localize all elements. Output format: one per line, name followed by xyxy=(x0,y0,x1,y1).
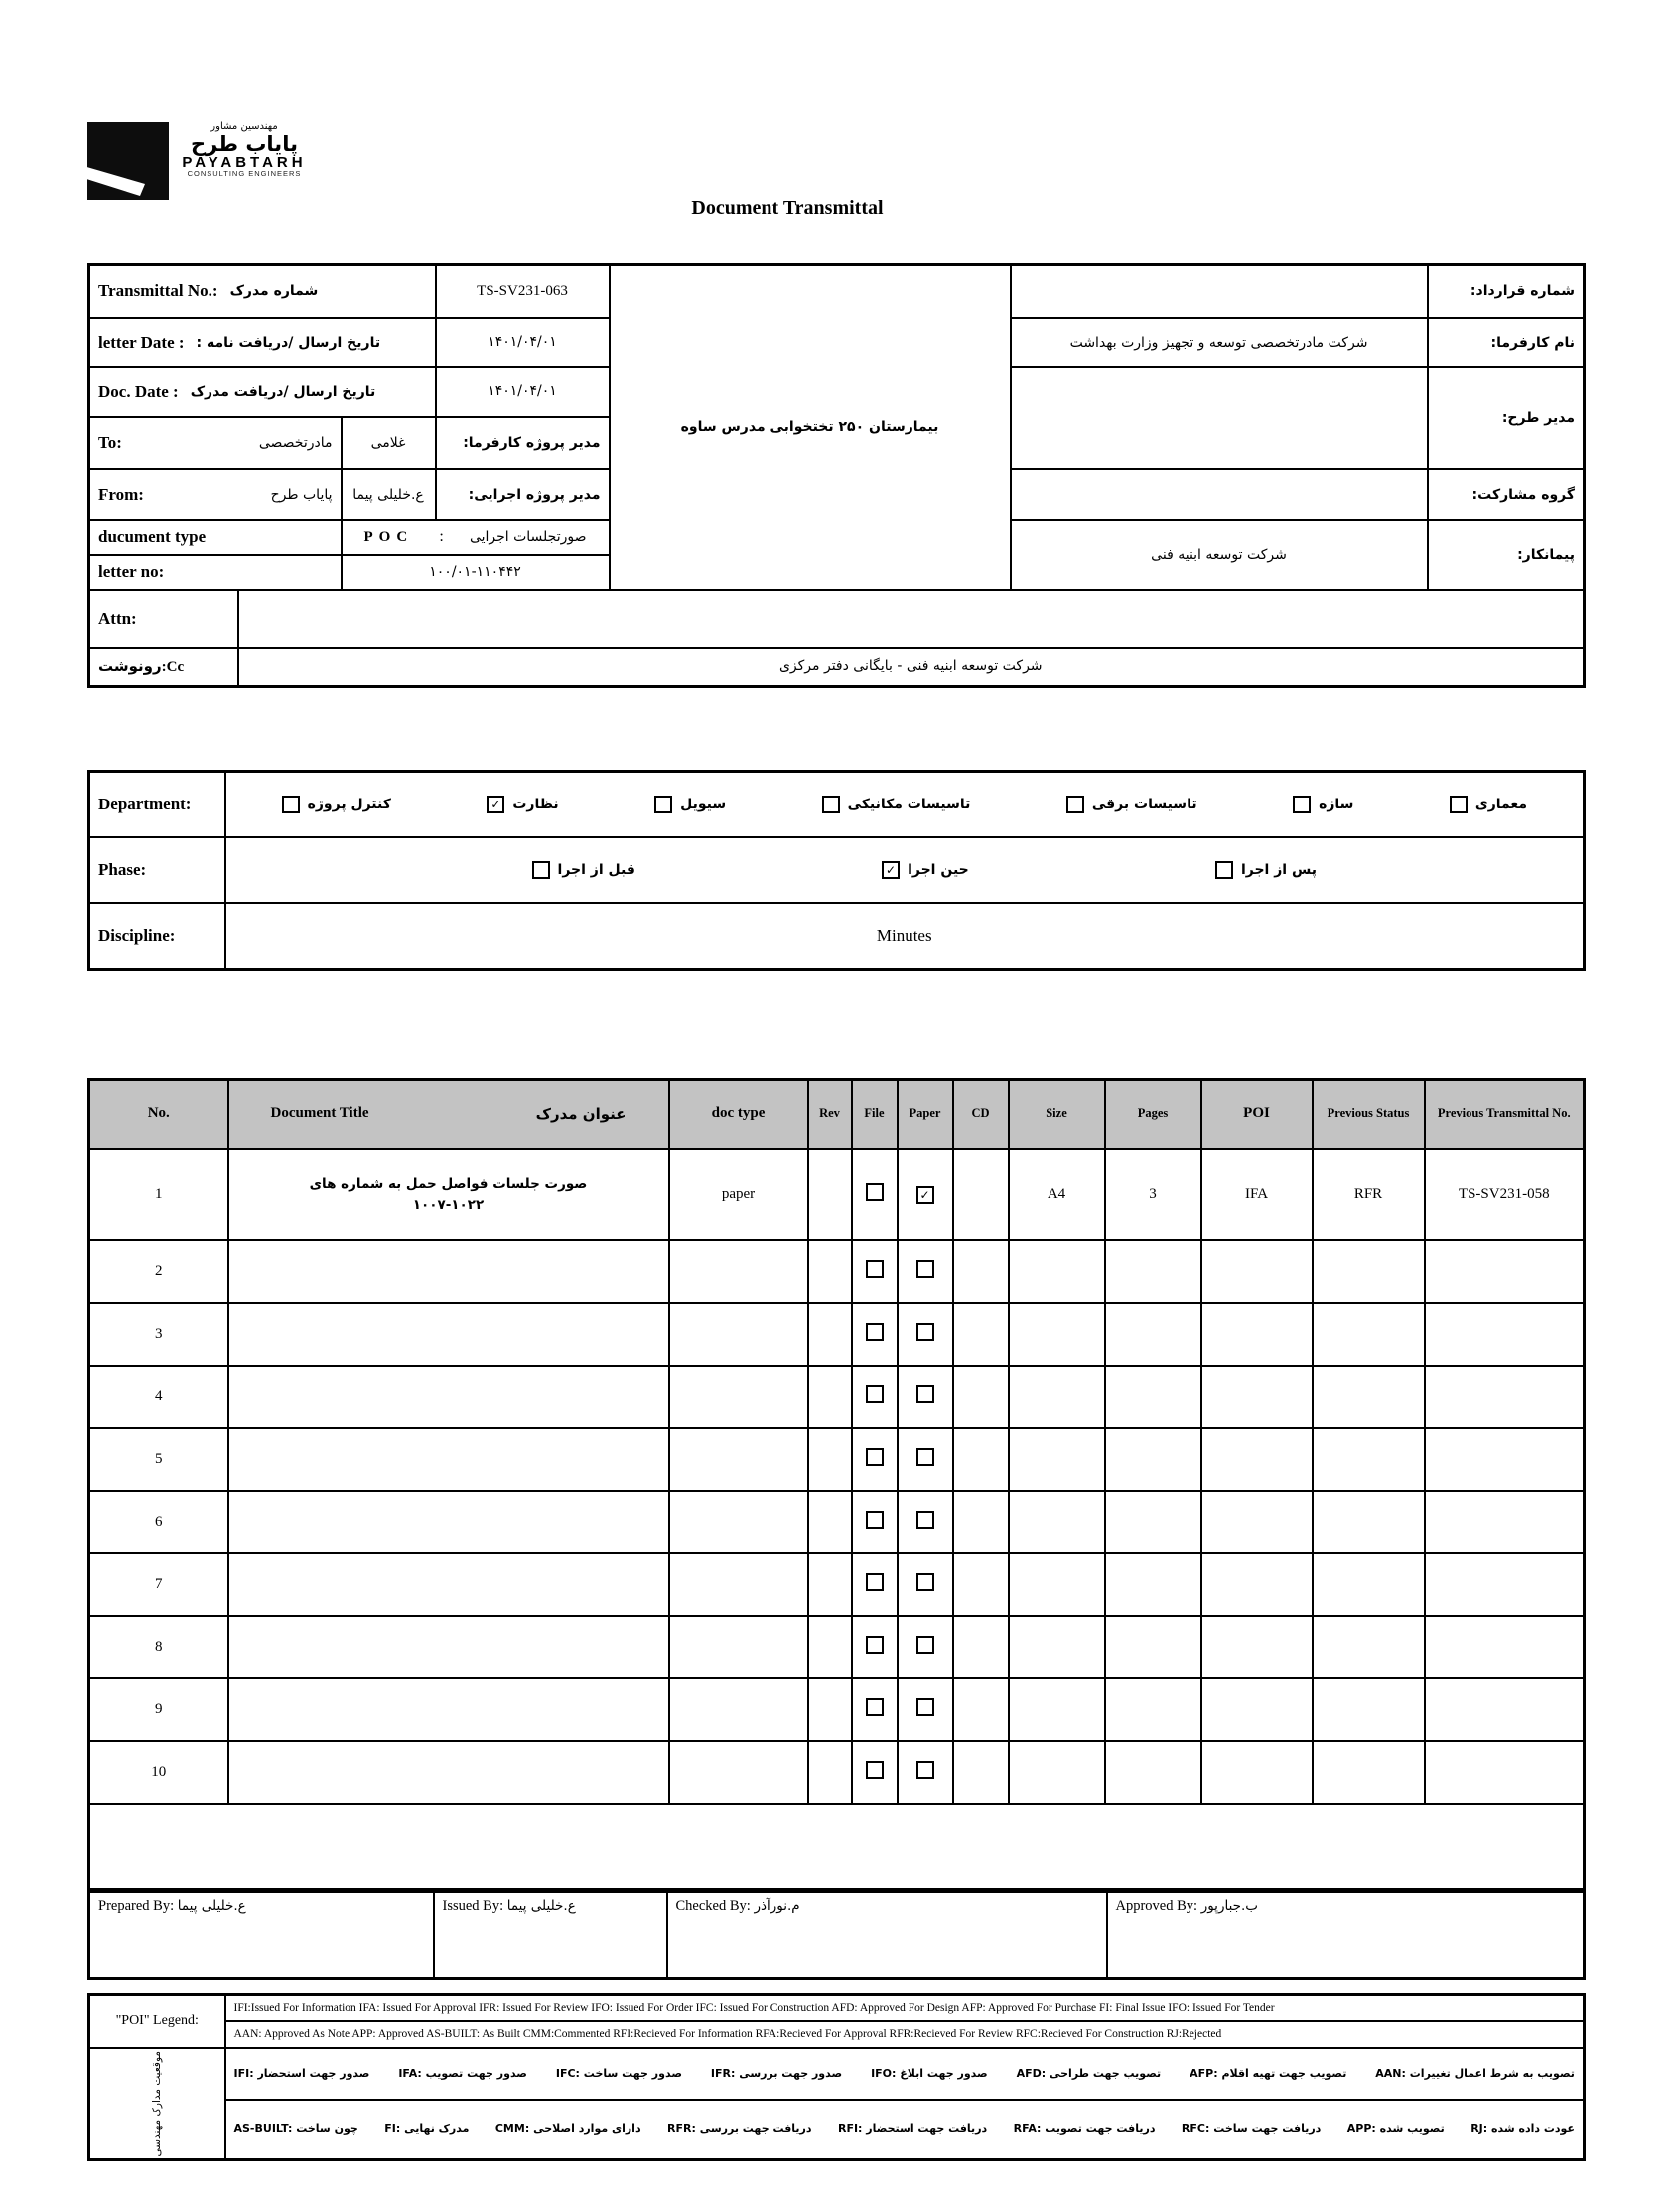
table-row xyxy=(89,1303,1585,1366)
cell-rev xyxy=(808,1428,852,1491)
cell-previous-status xyxy=(1313,1366,1425,1428)
table-row xyxy=(89,1366,1585,1428)
header-file: File xyxy=(852,1080,898,1149)
cell-rev xyxy=(808,1240,852,1303)
header-paper: Paper xyxy=(898,1080,953,1149)
cell-poi xyxy=(1201,1303,1313,1366)
letter-no-label: letter no: xyxy=(98,562,165,581)
client-name-label: نام کارفرما: xyxy=(1490,334,1576,351)
letter-date-value: ۱۴۰۱/۰۴/۰۱ xyxy=(436,318,610,367)
header-size: Size xyxy=(1009,1080,1105,1149)
cell-doc-type xyxy=(669,1616,808,1678)
from-organization: پایاب طرح xyxy=(270,486,333,503)
cell-size xyxy=(1009,1553,1105,1616)
from-person: ع.خلیلی پیما xyxy=(352,486,424,503)
discipline-label: Discipline: xyxy=(98,926,176,946)
cell-doc-type xyxy=(669,1303,808,1366)
header-pages: Pages xyxy=(1105,1080,1201,1149)
cell-doc-type xyxy=(669,1741,808,1804)
to-row xyxy=(98,433,333,453)
transmittal-no-value: TS-SV231-063 xyxy=(436,265,610,318)
cell-previous-transmittal: TS-SV231-058 xyxy=(1425,1149,1585,1240)
cell-previous-status xyxy=(1313,1616,1425,1678)
cell-previous-status xyxy=(1313,1553,1425,1616)
cell-cd xyxy=(953,1303,1009,1366)
poi-legend-table xyxy=(87,1993,1586,2161)
checkbox-unchecked[interactable] xyxy=(866,1761,884,1779)
department-option xyxy=(822,796,971,813)
issued-by-name: ع.خلیلی پیما xyxy=(506,1898,576,1914)
legend-fa-line1 xyxy=(234,2067,1576,2080)
checkbox-unchecked[interactable] xyxy=(916,1385,934,1403)
cell-no: 2 xyxy=(89,1240,228,1303)
cell-previous-transmittal xyxy=(1425,1741,1585,1804)
cell-rev xyxy=(808,1366,852,1428)
cell-no: 10 xyxy=(89,1741,228,1804)
cell-poi xyxy=(1201,1428,1313,1491)
header-poi: POI xyxy=(1201,1080,1313,1149)
legend-item: RJ: عودت داده شده xyxy=(1470,2122,1575,2136)
cell-poi xyxy=(1201,1741,1313,1804)
cell-title xyxy=(228,1678,669,1741)
cell-title xyxy=(228,1741,669,1804)
cell-paper xyxy=(898,1678,953,1741)
cell-pages xyxy=(1105,1491,1201,1553)
cell-doc-type: paper xyxy=(669,1149,808,1240)
cell-file xyxy=(852,1366,898,1428)
cell-title xyxy=(228,1149,669,1240)
to-person: غلامی xyxy=(370,434,406,451)
cell-file xyxy=(852,1428,898,1491)
from-row xyxy=(98,485,333,505)
cell-poi xyxy=(1201,1491,1313,1553)
cell-doc-type xyxy=(669,1678,808,1741)
table-row xyxy=(89,1240,1585,1303)
cell-cd xyxy=(953,1240,1009,1303)
cell-cd xyxy=(953,1149,1009,1240)
department-option-label: نظارت xyxy=(512,796,559,812)
table-row xyxy=(89,1741,1585,1804)
cell-previous-transmittal xyxy=(1425,1616,1585,1678)
cell-previous-status xyxy=(1313,1303,1425,1366)
logo-en-subtitle: CONSULTING ENGINEERS xyxy=(187,169,302,179)
cell-no: 3 xyxy=(89,1303,228,1366)
phase-option-label: قبل از اجرا xyxy=(557,861,635,878)
cell-doc-type xyxy=(669,1491,808,1553)
phase-options xyxy=(234,861,1576,879)
cell-paper xyxy=(898,1303,953,1366)
department-options xyxy=(234,796,1576,813)
check-icon: ✓ xyxy=(919,1187,930,1202)
table-row xyxy=(89,1149,1585,1240)
cell-size xyxy=(1009,1303,1105,1366)
legend-item: AAN: تصویب به شرط اعمال تغییرات xyxy=(1375,2067,1575,2081)
legend-item: IFR: صدور جهت بررسی xyxy=(710,2067,843,2081)
doc-type-value: POC : صورتجلسات اجرایی xyxy=(363,528,587,545)
cell-title xyxy=(228,1366,669,1428)
cell-paper xyxy=(898,1491,953,1553)
cc-value: شرکت توسعه ابنیه فنی - بایگانی دفتر مرکزی xyxy=(238,648,1585,687)
checkbox-unchecked[interactable] xyxy=(866,1511,884,1529)
cell-pages xyxy=(1105,1553,1201,1616)
page-title: Document Transmittal xyxy=(691,197,884,218)
checkbox-unchecked[interactable] xyxy=(1450,796,1468,813)
cell-poi: IFA xyxy=(1201,1149,1313,1240)
checkbox-unchecked[interactable] xyxy=(866,1573,884,1591)
cell-paper xyxy=(898,1428,953,1491)
table-row xyxy=(89,1678,1585,1741)
department-option-label: سیویل xyxy=(680,796,727,812)
cell-paper xyxy=(898,1616,953,1678)
cell-poi xyxy=(1201,1240,1313,1303)
cell-size xyxy=(1009,1366,1105,1428)
checkbox-unchecked[interactable] xyxy=(866,1183,884,1201)
cell-file xyxy=(852,1553,898,1616)
cell-poi xyxy=(1201,1616,1313,1678)
design-manager-label: مدیر طرح: xyxy=(1501,409,1576,426)
discipline-value: Minutes xyxy=(225,903,1585,970)
cell-pages xyxy=(1105,1240,1201,1303)
cell-poi xyxy=(1201,1678,1313,1741)
cell-previous-transmittal xyxy=(1425,1366,1585,1428)
checkbox-unchecked[interactable] xyxy=(866,1385,884,1403)
contractor-value: شرکت توسعه ابنیه فنی xyxy=(1011,520,1428,590)
from-role-label: مدیر پروژه اجرایی: xyxy=(468,486,601,503)
cell-previous-status xyxy=(1313,1240,1425,1303)
legend-item: AFD: تصویب جهت طراحی xyxy=(1016,2067,1162,2081)
table-row xyxy=(89,1616,1585,1678)
cell-previous-status xyxy=(1313,1741,1425,1804)
approved-by-label: Approved By: xyxy=(1115,1898,1198,1914)
legend-item: RFC: دریافت جهت ساخت xyxy=(1181,2122,1322,2136)
attn-label: Attn: xyxy=(98,608,137,628)
phase-label: Phase: xyxy=(98,859,147,879)
legend-item: APP: تصویب شده xyxy=(1346,2122,1445,2136)
department-option xyxy=(1450,796,1527,813)
checkbox-unchecked[interactable] xyxy=(866,1698,884,1716)
department-option xyxy=(1066,796,1197,813)
cell-file xyxy=(852,1741,898,1804)
check-icon: ✓ xyxy=(490,797,501,811)
doc-type-label: ducument type xyxy=(98,527,207,546)
cell-size xyxy=(1009,1741,1105,1804)
cell-no: 8 xyxy=(89,1616,228,1678)
jv-group-value xyxy=(1011,469,1428,520)
checkbox-checked[interactable] xyxy=(882,861,900,879)
transmittal-no-label: Transmittal No.: شماره مدرک xyxy=(98,281,319,301)
issued-by-label: Issued By: xyxy=(442,1898,504,1914)
checkbox-checked[interactable] xyxy=(487,796,504,813)
cell-no: 6 xyxy=(89,1491,228,1553)
cell-size: A4 xyxy=(1009,1149,1105,1240)
poi-legend-label: "POI" Legend: xyxy=(89,1995,225,2048)
logo-en-name: PAYABTARH xyxy=(182,153,307,171)
checkbox-unchecked[interactable] xyxy=(866,1448,884,1466)
checkbox-unchecked[interactable] xyxy=(532,861,550,879)
header-document-title: Document Title عنوان مدرک xyxy=(228,1080,669,1149)
phase-option xyxy=(882,861,969,879)
cell-rev xyxy=(808,1149,852,1240)
contractor-label: پیمانکار: xyxy=(1517,546,1576,563)
cell-previous-status xyxy=(1313,1491,1425,1553)
cell-no: 7 xyxy=(89,1553,228,1616)
approved-by-cell xyxy=(1107,1892,1585,1979)
cell-cd xyxy=(953,1678,1009,1741)
cell-rev xyxy=(808,1303,852,1366)
checkbox-unchecked[interactable] xyxy=(916,1511,934,1529)
cell-doc-type xyxy=(669,1428,808,1491)
from-label: From: xyxy=(98,484,144,504)
checked-by-cell xyxy=(667,1892,1107,1979)
checkbox-unchecked[interactable] xyxy=(866,1636,884,1654)
phase-option-label: پس از اجرا xyxy=(1240,861,1317,878)
header-cd: CD xyxy=(953,1080,1009,1149)
department-option xyxy=(282,796,391,813)
cell-rev xyxy=(808,1741,852,1804)
project-name: بیمارستان ۲۵۰ تختخوابی مدرس ساوه xyxy=(610,265,1011,590)
letter-no-value: ۱۰۰/۰۱-۱۱۰۴۴۲ xyxy=(429,564,521,580)
contract-no-label: شماره قرارداد: xyxy=(1470,283,1576,300)
checkbox-unchecked[interactable] xyxy=(916,1448,934,1466)
cell-rev xyxy=(808,1491,852,1553)
cell-no: 4 xyxy=(89,1366,228,1428)
cell-doc-type xyxy=(669,1240,808,1303)
cell-pages xyxy=(1105,1616,1201,1678)
fa-legend-label-cell xyxy=(89,2048,225,2160)
prepared-by-cell xyxy=(89,1892,434,1979)
cell-cd xyxy=(953,1428,1009,1491)
cell-previous-transmittal xyxy=(1425,1491,1585,1553)
legend-item: IFA: صدور جهت تصویب xyxy=(398,2067,527,2081)
checkbox-unchecked[interactable] xyxy=(916,1573,934,1591)
legend-item: IFI: صدور جهت استحضار xyxy=(233,2067,370,2081)
legend-item: RFA: دریافت جهت تصویب xyxy=(1013,2122,1156,2136)
document-list-table xyxy=(87,1078,1586,1891)
cell-size xyxy=(1009,1428,1105,1491)
cell-no: 1 xyxy=(89,1149,228,1240)
prepared-by-name: ع.خلیلی پیما xyxy=(177,1898,246,1914)
checkbox-unchecked[interactable] xyxy=(916,1260,934,1278)
cc-label: رونوشت:Cc xyxy=(98,658,185,675)
checked-by-name: م.نورآذر xyxy=(754,1898,800,1914)
cell-rev xyxy=(808,1616,852,1678)
cell-file xyxy=(852,1616,898,1678)
checkbox-unchecked[interactable] xyxy=(916,1636,934,1654)
checkbox-unchecked[interactable] xyxy=(654,796,672,813)
cell-doc-type xyxy=(669,1553,808,1616)
checkbox-unchecked[interactable] xyxy=(916,1323,934,1341)
department-option xyxy=(654,796,726,813)
cell-previous-transmittal xyxy=(1425,1553,1585,1616)
cell-rev xyxy=(808,1678,852,1741)
header-rev: Rev xyxy=(808,1080,852,1149)
check-icon: ✓ xyxy=(886,862,897,877)
department-option-label: معماری xyxy=(1474,796,1527,812)
logo-fa-name: پایاب طرح xyxy=(191,131,298,156)
cell-size xyxy=(1009,1678,1105,1741)
legend-en-line1: IFI:Issued For Information IFA: Issued For Approval IFR: Issued For Review IFO: Issued For Order IFC: Issued For Construction AFD: Approved For Design AFP: Approved For Purchase FI: Final Issue IFO: Issued For Tender xyxy=(225,1995,1585,2021)
cell-paper xyxy=(898,1741,953,1804)
cell-cd xyxy=(953,1491,1009,1553)
signature-table xyxy=(87,1890,1586,1980)
checkbox-unchecked[interactable] xyxy=(282,796,300,813)
contract-no-value xyxy=(1011,265,1428,318)
checkbox-checked[interactable] xyxy=(916,1186,934,1204)
cell-poi xyxy=(1201,1366,1313,1428)
to-label: To: xyxy=(98,432,122,452)
department-option-label: سازه xyxy=(1319,796,1354,812)
cell-previous-transmittal xyxy=(1425,1303,1585,1366)
header-previous-status: Previous Status xyxy=(1313,1080,1425,1149)
table-row xyxy=(89,1553,1585,1616)
legend-fa-line2 xyxy=(234,2122,1576,2135)
cell-size xyxy=(1009,1616,1105,1678)
to-organization: مادرتخصصی xyxy=(258,434,333,451)
cell-previous-transmittal xyxy=(1425,1240,1585,1303)
cell-file xyxy=(852,1240,898,1303)
cell-cd xyxy=(953,1366,1009,1428)
cell-previous-status xyxy=(1313,1678,1425,1741)
checkbox-unchecked[interactable] xyxy=(916,1761,934,1779)
fa-legend-label: موقعیت مدارک مهندسی xyxy=(151,2050,164,2157)
cell-poi xyxy=(1201,1553,1313,1616)
table-filler-row xyxy=(89,1804,1585,1890)
attn-value xyxy=(238,590,1585,648)
header-no: No. xyxy=(89,1080,228,1149)
cell-title xyxy=(228,1303,669,1366)
cell-no: 5 xyxy=(89,1428,228,1491)
company-logo xyxy=(87,122,310,200)
cell-size xyxy=(1009,1491,1105,1553)
cell-paper xyxy=(898,1366,953,1428)
department-label: Department: xyxy=(98,794,192,813)
payabtarh-logo-icon xyxy=(87,122,169,200)
checkbox-unchecked[interactable] xyxy=(1215,861,1233,879)
phase-option xyxy=(1215,861,1317,879)
logo-fa-tagline: مهندسین مشاور xyxy=(210,121,278,132)
legend-item: AFP: تصویب جهت تهیه اقلام xyxy=(1190,2067,1347,2081)
legend-item: IFO: صدور جهت ابلاغ xyxy=(871,2067,988,2081)
department-option xyxy=(1293,796,1353,813)
cell-title xyxy=(228,1553,669,1616)
cell-cd xyxy=(953,1553,1009,1616)
header-previous-transmittal: Previous Transmittal No. xyxy=(1425,1080,1585,1149)
checkbox-unchecked[interactable] xyxy=(866,1323,884,1341)
checkbox-unchecked[interactable] xyxy=(822,796,840,813)
approved-by-name: ب.جبارپور xyxy=(1200,1898,1258,1914)
cell-previous-status: RFR xyxy=(1313,1149,1425,1240)
legend-item: IFC: صدور جهت ساخت xyxy=(555,2067,682,2081)
cell-pages: 3 xyxy=(1105,1149,1201,1240)
cell-title xyxy=(228,1616,669,1678)
cell-title xyxy=(228,1240,669,1303)
cell-no: 9 xyxy=(89,1678,228,1741)
transmittal-info-table xyxy=(87,263,1586,688)
checked-by-label: Checked By: xyxy=(675,1898,751,1914)
department-option-label: تاسیسات مکانیکی xyxy=(847,796,971,812)
cell-title xyxy=(228,1491,669,1553)
issued-by-cell xyxy=(434,1892,667,1979)
title-line: صورت جلسات فواصل حمل به شماره های xyxy=(309,1176,588,1193)
department-option-label: تاسیسات برقی xyxy=(1091,796,1197,812)
title-line: ۱۰۰۷-۱۰۲۲ xyxy=(412,1196,485,1213)
doc-date-value: ۱۴۰۱/۰۴/۰۱ xyxy=(436,367,610,417)
cell-pages xyxy=(1105,1741,1201,1804)
client-name-value: شرکت مادرتخصصی توسعه و تجهیز وزارت بهداشت xyxy=(1011,318,1428,367)
cell-size xyxy=(1009,1240,1105,1303)
cell-file xyxy=(852,1678,898,1741)
cell-title xyxy=(228,1428,669,1491)
cell-cd xyxy=(953,1741,1009,1804)
cell-paper xyxy=(898,1553,953,1616)
cell-cd xyxy=(953,1616,1009,1678)
cell-pages xyxy=(1105,1366,1201,1428)
legend-item: AS-BUILT: چون ساخت xyxy=(233,2122,358,2136)
checkbox-unchecked[interactable] xyxy=(916,1698,934,1716)
department-option xyxy=(487,796,558,813)
classification-table xyxy=(87,770,1586,971)
table-row xyxy=(89,1428,1585,1491)
cell-paper xyxy=(898,1240,953,1303)
checkbox-unchecked[interactable] xyxy=(866,1260,884,1278)
design-manager-value xyxy=(1011,367,1428,469)
legend-item: RFR: دریافت جهت بررسی xyxy=(667,2122,812,2136)
cell-pages xyxy=(1105,1678,1201,1741)
phase-option-label: حین اجرا xyxy=(908,861,969,878)
phase-option xyxy=(532,861,635,879)
cell-pages xyxy=(1105,1428,1201,1491)
legend-item: CMM: دارای موارد اصلاحی xyxy=(494,2122,641,2136)
table-row xyxy=(89,1491,1585,1553)
department-option-label: کنترل پروژه xyxy=(307,796,391,812)
header-doc-type: doc type xyxy=(669,1080,808,1149)
cell-pages xyxy=(1105,1303,1201,1366)
prepared-by-label: Prepared By: xyxy=(98,1898,175,1914)
legend-item: FI: مدرک نهایی xyxy=(384,2122,470,2136)
cell-file xyxy=(852,1491,898,1553)
jv-group-label: گروه مشارکت: xyxy=(1471,486,1576,503)
legend-en-line2: AAN: Approved As Note APP: Approved AS-BUILT: As Built CMM:Commented RFI:Recieved For Information RFA:Recieved For Approval RFR:Recieved For Review RFC:Recieved For Construction RJ:Rejected xyxy=(225,2021,1585,2048)
cell-previous-transmittal xyxy=(1425,1678,1585,1741)
letter-date-label: letter Date : تاریخ ارسال /دریافت نامه : xyxy=(98,332,381,352)
table-header-row xyxy=(89,1080,1585,1149)
doc-date-label: Doc. Date : تاریخ ارسال /دریافت مدرک xyxy=(98,381,376,401)
checkbox-unchecked[interactable] xyxy=(1066,796,1084,813)
cell-previous-transmittal xyxy=(1425,1428,1585,1491)
cell-doc-type xyxy=(669,1366,808,1428)
cell-paper xyxy=(898,1149,953,1240)
to-role-label: مدیر پروژه کارفرما: xyxy=(463,434,601,451)
cell-file xyxy=(852,1303,898,1366)
cell-rev xyxy=(808,1553,852,1616)
legend-item: RFI: دریافت جهت استحضار xyxy=(837,2122,988,2136)
cell-previous-status xyxy=(1313,1428,1425,1491)
checkbox-unchecked[interactable] xyxy=(1293,796,1311,813)
cell-file xyxy=(852,1149,898,1240)
